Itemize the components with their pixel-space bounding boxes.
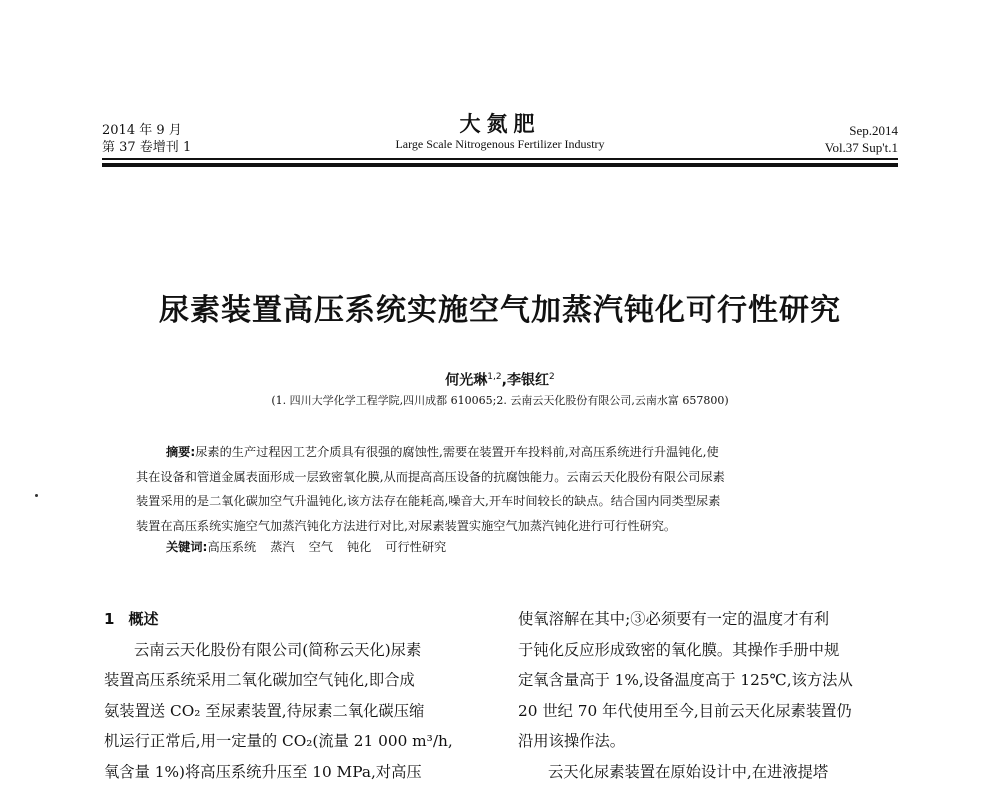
section-number: 1 bbox=[104, 610, 114, 628]
journal-header bbox=[102, 112, 898, 164]
section-title: 概述 bbox=[128, 610, 158, 628]
affiliation: (1. 四川大学化学工程学院,四川成都 610065;2. 云南云天化股份有限公司,云南水富 657800) bbox=[0, 393, 1000, 409]
body-line: 云南云天化股份有限公司(简称云天化)尿素 bbox=[104, 635, 484, 666]
journal-logo: 大氮肥 bbox=[102, 112, 898, 136]
body-line: 定氧含量高于 1%,设备温度高于 125℃,该方法从 bbox=[518, 665, 898, 696]
abstract-line: 装置在高压系统实施空气加蒸汽钝化方法进行对比,对尿素装置实施空气加蒸汽钝化进行可行性研究。 bbox=[136, 514, 864, 539]
paper-title: 尿素装置高压系统实施空气加蒸汽钝化可行性研究 bbox=[0, 293, 1000, 329]
body-column-right bbox=[518, 604, 898, 787]
author-1: 何光琳 bbox=[445, 373, 487, 389]
abstract-line: 摘要:尿素的生产过程因工艺介质具有很强的腐蚀性,需要在装置开车投料前,对高压系统进行升温钝化,使 bbox=[136, 440, 864, 465]
keyword: 可行性研究 bbox=[385, 540, 446, 554]
header-issue: 第 37 卷增刊 1 bbox=[102, 139, 191, 156]
abstract-line: 装置采用的是二氧化碳加空气升温钝化,该方法存在能耗高,噪音大,开车时间较长的缺点。结合国内同类型尿素 bbox=[136, 489, 864, 514]
header-center bbox=[102, 112, 898, 152]
header-issue-en: Vol.37 Sup't.1 bbox=[825, 139, 898, 156]
header-date: 2014 年 9 月 bbox=[102, 122, 191, 139]
body-line: 使氧溶解在其中;③必须要有一定的温度才有利 bbox=[518, 604, 898, 635]
body-line: 氧含量 1%)将高压系统升压至 10 MPa,对高压 bbox=[104, 757, 484, 787]
abstract-label: 摘要: bbox=[166, 445, 195, 459]
body-line: 氨装置送 CO₂ 至尿素装置,待尿素二氧化碳压缩 bbox=[104, 696, 484, 727]
author-1-affil: 1,2 bbox=[487, 372, 501, 382]
abstract-line: 其在设备和管道金属表面形成一层致密氧化膜,从而提高高压设备的抗腐蚀能力。云南云天化股份有限公司尿素 bbox=[136, 465, 864, 490]
header-rule-thick bbox=[102, 163, 898, 167]
keyword: 钝化 bbox=[347, 540, 371, 554]
author-2: 李银红 bbox=[507, 373, 549, 389]
author-2-affil: 2 bbox=[549, 372, 555, 382]
authors bbox=[0, 368, 1000, 390]
abstract bbox=[136, 440, 864, 538]
keyword: 蒸汽 bbox=[270, 540, 294, 554]
journal-name: Large Scale Nitrogenous Fertilizer Industry bbox=[102, 136, 898, 152]
body-line: 云天化尿素装置在原始设计中,在进液提塔 bbox=[518, 757, 898, 787]
header-right bbox=[825, 122, 898, 156]
keywords bbox=[166, 537, 460, 557]
body-line: 于钝化反应形成致密的氧化膜。其操作手册中规 bbox=[518, 635, 898, 666]
body-line: 沿用该操作法。 bbox=[518, 726, 898, 757]
body-line: 机运行正常后,用一定量的 CO₂(流量 21 000 m³/h, bbox=[104, 726, 484, 757]
header-date-en: Sep.2014 bbox=[825, 122, 898, 139]
section-heading bbox=[104, 604, 484, 635]
header-rule-thin bbox=[102, 158, 898, 160]
keyword: 高压系统 bbox=[207, 540, 256, 554]
body-column-left bbox=[104, 604, 484, 787]
author-sep: , bbox=[502, 373, 507, 389]
body-line: 20 世纪 70 年代使用至今,目前云天化尿素装置仍 bbox=[518, 696, 898, 727]
scan-speck bbox=[35, 494, 38, 497]
keyword: 空气 bbox=[309, 540, 333, 554]
keywords-label: 关键词: bbox=[166, 540, 207, 554]
body-line: 装置高压系统采用二氧化碳加空气钝化,即合成 bbox=[104, 665, 484, 696]
